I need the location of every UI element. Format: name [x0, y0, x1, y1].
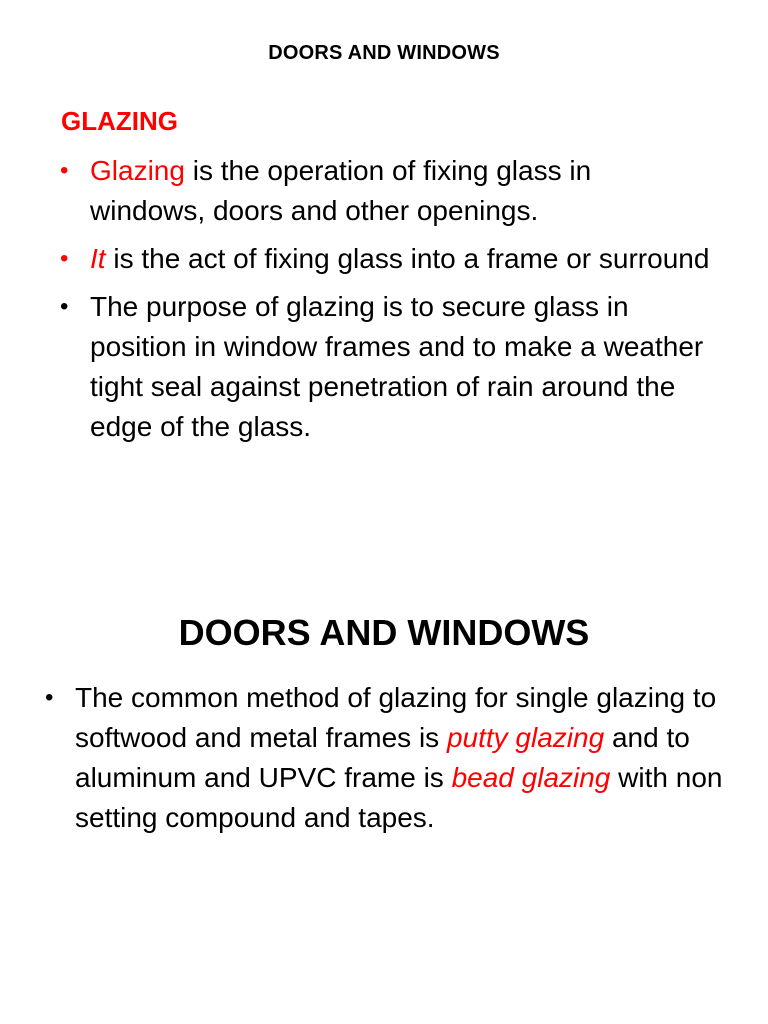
bullet-marker: •	[45, 684, 54, 711]
bullet-item-purpose	[60, 287, 710, 447]
bullet-text: The common method of glazing for single glazing to softwood and metal frames is	[75, 682, 717, 753]
bullet-item-common-method	[45, 678, 725, 838]
bullet-lead-term: It	[90, 243, 106, 274]
bullet-lead-term: Glazing	[90, 155, 185, 186]
bullet-marker: •	[60, 245, 69, 272]
slide-title-large: DOORS AND WINDOWS	[178, 612, 590, 653]
bullet-item-glazing-definition	[60, 151, 710, 231]
bullet-text: The purpose of glazing is to secure glass in position in window frames and to make a weather tight seal against penetration of rain around the edge of the glass.	[90, 291, 704, 442]
bullet-list	[60, 151, 710, 455]
bullet-text: is the operation of fixing glass in windows, doors and other openings.	[90, 155, 592, 226]
bullet-marker: •	[60, 157, 69, 184]
slide-title: DOORS AND WINDOWS	[268, 42, 500, 64]
slide-2	[0, 512, 768, 1024]
term-putty-glazing: putty glazing	[446, 722, 605, 753]
bullet-text: is the act of fixing glass into a frame or surround	[105, 243, 710, 274]
term-bead-glazing: bead glazing	[451, 762, 611, 793]
bullet-text: with non setting compound and tapes.	[75, 762, 723, 833]
bullet-marker: •	[60, 293, 69, 320]
bullet-item-act-of-fixing	[60, 239, 710, 279]
bullet-text: and to aluminum and UPVC frame is	[75, 722, 690, 793]
bullet-list	[45, 678, 725, 838]
section-heading-glazing: GLAZING	[61, 106, 178, 136]
